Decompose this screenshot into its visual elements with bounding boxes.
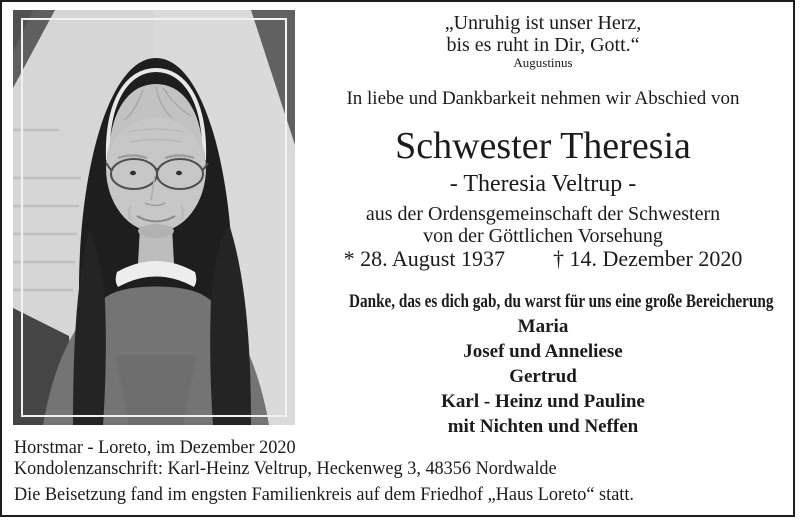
burial-notice-line [14,484,660,506]
condolence-address-line [14,458,579,480]
place-and-date-text: Horstmar - Loreto, im Dezember 2020 [14,437,296,458]
order-community-line-2: von der Göttlichen Vorsehung [423,225,663,247]
tribute-line [296,291,790,313]
order-community-line-1: aus der Ordensgemeinschaft der Schwestern [365,203,721,225]
death-date: † 14. Dezember 2020 [552,246,743,271]
nun-portrait-illustration [13,10,295,425]
tribute-text: Danke, das es dich gab, du warst für uns eine große Bereicherung [349,291,774,312]
mourner-line: Gertrud [509,366,577,387]
mourners-list [296,314,790,439]
opening-quote [296,12,790,56]
farewell-intro: In liebe und Dankbarkeit nehmen wir Abschied von [346,88,740,109]
quote-line-2: bis es ruht in Dir, Gott.“ [446,34,640,56]
place-and-date-line [14,437,307,459]
quote-line-1: „Unruhig ist unser Herz, [444,12,642,34]
mourner-line: Karl - Heinz und Pauline [441,391,645,412]
mourner-line: mit Nichten und Neffen [447,416,639,437]
deceased-birth-name: - Theresia Veltrup - [449,171,637,197]
deceased-name: Schwester Theresia [395,125,691,167]
mourner-line: Maria [517,316,569,337]
portrait-photo [13,10,295,425]
life-dates [296,246,790,272]
mourner-line: Josef und Anneliese [463,341,623,362]
condolence-address-text: Kondolenzanschrift: Karl-Heinz Veltrup, Heckenweg 3, 48356 Nordwalde [14,458,557,479]
quote-attribution: Augustinus [513,55,573,70]
burial-notice-text: Die Beisetzung fand im engsten Familienkreis auf dem Friedhof „Haus Loreto“ statt. [14,484,634,505]
birth-date: * 28. August 1937 [343,246,505,271]
